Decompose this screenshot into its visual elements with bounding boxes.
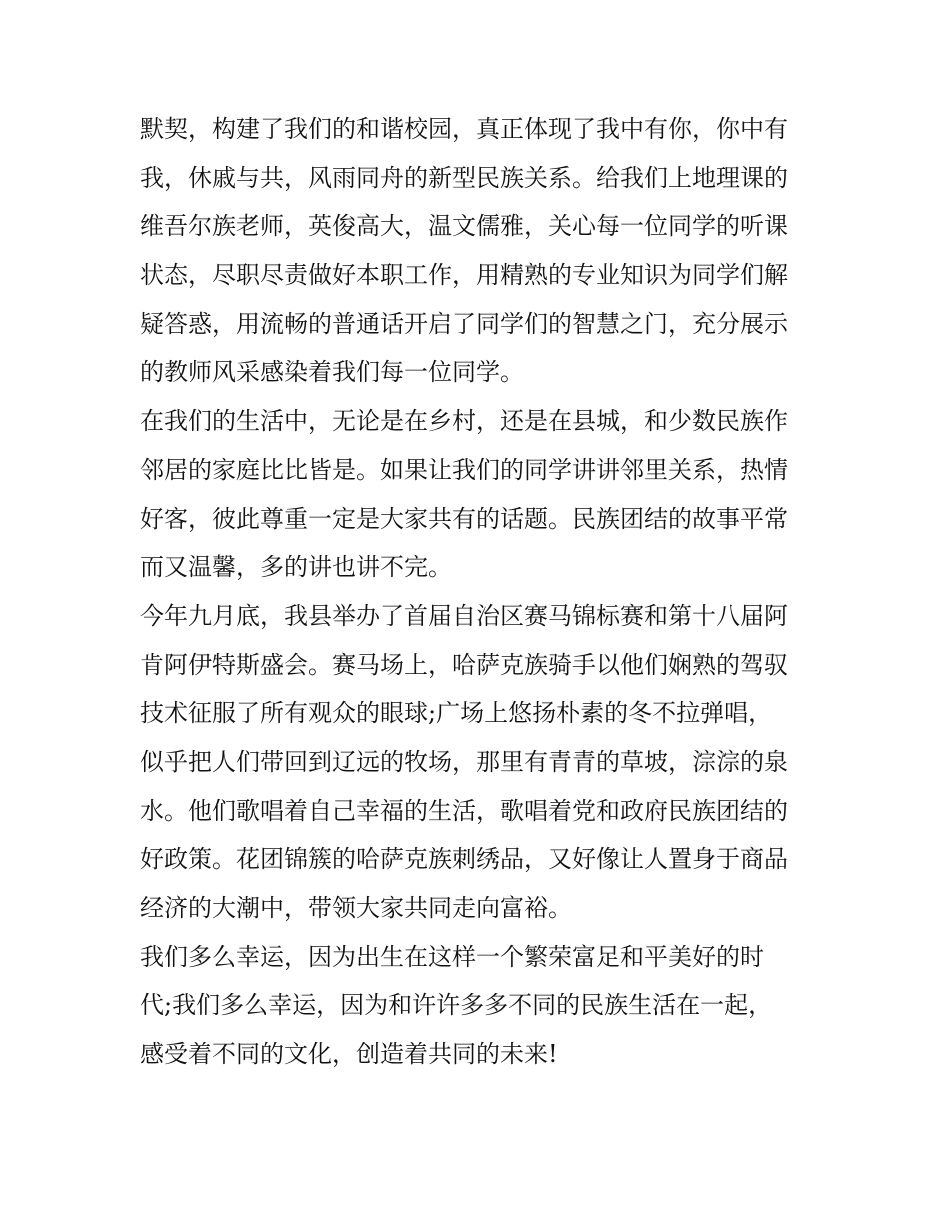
text-line: 似乎把人们带回到辽远的牧场，那里有青青的草坡，淙淙的泉 bbox=[140, 747, 788, 776]
text-line: 今年九月底，我县举办了首届自治区赛马锦标赛和第十八届阿 bbox=[140, 601, 788, 630]
text-line: 技术征服了所有观众的眼球;广场上悠扬朴素的冬不拉弹唱， bbox=[140, 699, 773, 728]
text-line: 的教师风采感染着我们每一位同学。 bbox=[140, 358, 524, 387]
body-text bbox=[140, 105, 830, 1079]
text-line: 状态，尽职尽责做好本职工作，用精熟的专业知识为同学们解 bbox=[140, 261, 788, 290]
text-line: 维吾尔族老师，英俊高大，温文儒雅，关心每一位同学的听课 bbox=[140, 212, 788, 241]
text-line: 我们多么幸运，因为出生在这样一个繁荣富足和平美好的时 bbox=[140, 942, 764, 971]
text-line: 疑答惑，用流畅的普通话开启了同学们的智慧之门，充分展示 bbox=[140, 309, 788, 338]
text-line: 代;我们多么幸运，因为和许许多多不同的民族生活在一起， bbox=[140, 991, 773, 1020]
text-line: 好客，彼此尊重一定是大家共有的话题。民族团结的故事平常 bbox=[140, 504, 788, 533]
text-line: 肯阿伊特斯盛会。赛马场上，哈萨克族骑手以他们娴熟的驾驭 bbox=[140, 650, 788, 679]
text-line: 而又温馨，多的讲也讲不完。 bbox=[140, 553, 452, 582]
text-line: 水。他们歌唱着自己幸福的生活，歌唱着党和政府民族团结的 bbox=[140, 796, 788, 825]
text-line: 邻居的家庭比比皆是。如果让我们的同学讲讲邻里关系，热情 bbox=[140, 455, 788, 484]
text-line: 我，休戚与共，风雨同舟的新型民族关系。给我们上地理课的 bbox=[140, 163, 788, 192]
text-line: 默契，构建了我们的和谐校园，真正体现了我中有你，你中有 bbox=[140, 115, 788, 143]
text-line: 经济的大潮中，带领大家共同走向富裕。 bbox=[140, 894, 572, 922]
text-line: 在我们的生活中，无论是在乡村，还是在县城，和少数民族作 bbox=[140, 407, 788, 436]
text-line: 好政策。花团锦簇的哈萨克族刺绣品，又好像让人置身于商品 bbox=[140, 845, 788, 874]
text-line: 感受着不同的文化，创造着共同的未来! bbox=[140, 1040, 558, 1069]
